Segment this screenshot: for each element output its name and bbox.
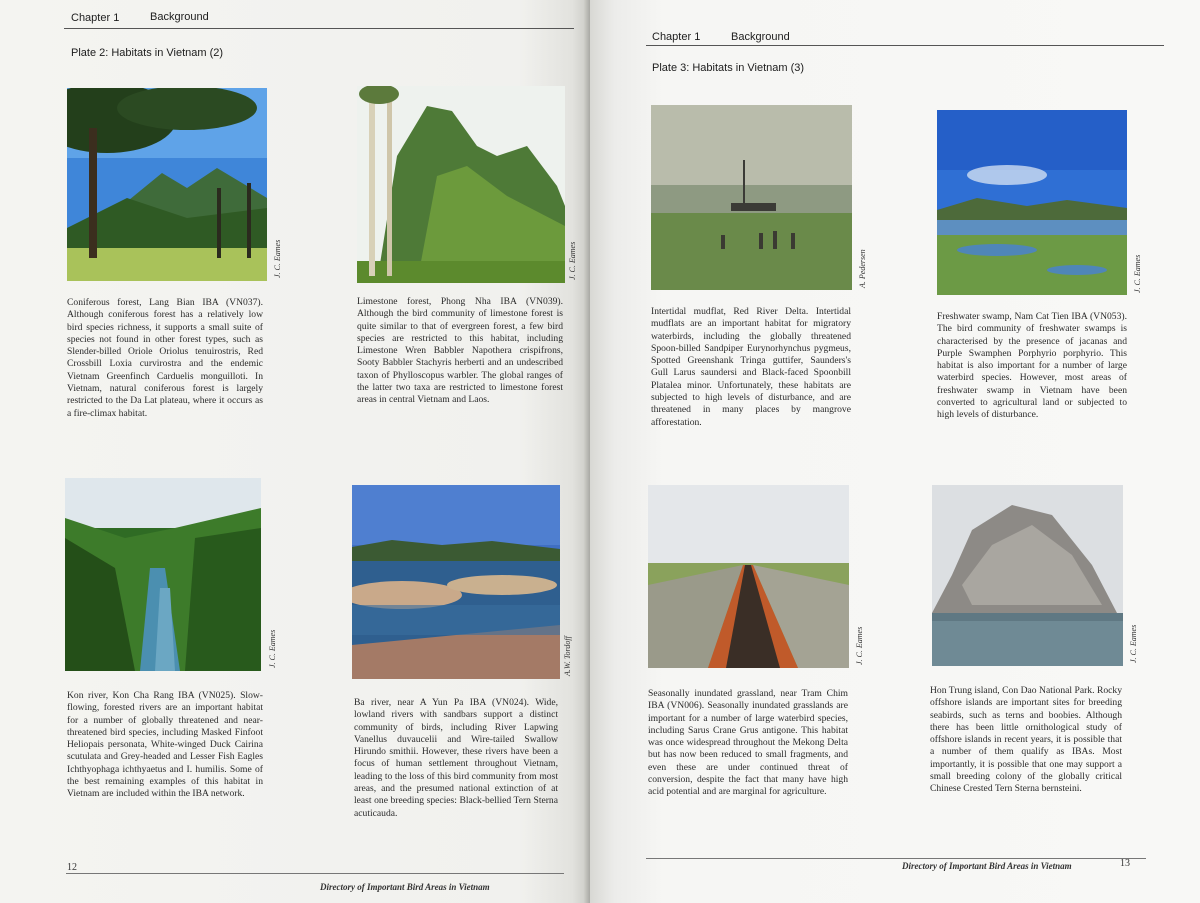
photo-credit: J. C. Eames [855,626,864,665]
photo-coniferous-forest [67,88,267,281]
section-label: Background [150,11,209,23]
header-rule [646,45,1164,46]
left-page [0,0,590,903]
photo-hon-trung-island [932,485,1123,666]
photo-credit: J. C. Eames [568,241,577,280]
photo-ba-river [352,485,560,679]
header-rule [64,28,574,29]
photo-caption: Intertidal mudflat, Red River Delta. Intertidal mudflats are an important habitat for migratory waterbirds, including the globally threatened Spoon-billed Sandpiper Eurynorhynchus pygmeus, Spotted Greenshank Tringa guttifer, Saunders's Gull Larus saundersi and Black-faced Spoonbill Platalea minor. Unfortunately, these habitats are subjected to high levels of disturbance, and are threatened in many places by mangrove afforestation. [651,306,851,428]
photo-caption: Coniferous forest, Lang Bian IBA (VN037). Although coniferous forest has a relatively low bird species richness, it supports a small suite of species not found in other forest types, such as Slender-billed Oriole Oriolus tenuirostris, Red Crossbill Loxia curvirostra and the endemic Vietnam Greenfinch Carduelis monguilloti. In Vietnam, natural coniferous forest is largely restricted to the Da Lat plateau, where it occurs as a fire-climax habitat. [67,297,263,419]
photo-credit: A. Pedersen [858,249,867,288]
photo-inundated-grassland [648,485,849,668]
photo-credit: J. C. Eames [1129,624,1138,663]
photo-credit: J. C. Eames [273,239,282,278]
photo-caption: Hon Trung island, Con Dao National Park. Rocky offshore islands are important sites for breeding seabirds, such as terns and boobies. Although there has been little ornithological study of offshore islands in recent years, it is possible that a number of them qualify as IBAs. Most importantly, it is possible that one may support a small breeding colony of the globally critical Chinese Crested Tern Sterna bernsteini. [930,685,1122,795]
photo-credit: J. C. Eames [268,629,277,668]
photo-credit: J. C. Eames [1133,254,1142,293]
page-number: 13 [1120,858,1130,869]
page-footer: Directory of Important Bird Areas in Vietnam [902,861,1072,871]
footer-rule [66,873,564,874]
photo-caption: Freshwater swamp, Nam Cat Tien IBA (VN053). The bird community of freshwater swamps is characterised by the presence of jacanas and Purple Swamphen Porphyrio porphyrio. This habitat is also important for a number of large waterbird species. However, most areas of freshwater swamp in Vietnam have been converted to agricultural land or subjected to high levels of disturbance. [937,311,1127,421]
photo-limestone-forest [357,86,565,283]
chapter-label: Chapter 1 [71,12,120,24]
plate-title: Plate 2: Habitats in Vietnam (2) [71,47,224,59]
photo-freshwater-swamp [937,110,1127,295]
photo-intertidal-mudflat [651,105,852,290]
photo-caption: Seasonally inundated grassland, near Tram Chim IBA (VN006). Seasonally inundated grasslands are important for a number of large waterbird species, including Sarus Crane Grus antigone. This habitat was once widespread throughout the Mekong Delta but has now been reduced to small fragments, and even these are under continued threat of conversion, despite the fact that many have high acid potential and are marginal for agriculture. [648,688,848,798]
photo-caption: Ba river, near A Yun Pa IBA (VN024). Wide, lowland rivers with sandbars support a distinct community of birds, including River Lapwing Vanellus duvaucelii and Wire-tailed Swallow Hirundo smithii. However, these rivers have been a focus of human settlement throughout Vietnam, leading to the loss of this bird community from most areas, and the presumed national extinction of at least one breeding species: Black-bellied Tern Sterna acuticauda. [354,697,558,819]
right-page [590,0,1200,903]
page-footer: Directory of Important Bird Areas in Vietnam [320,882,490,892]
photo-caption: Limestone forest, Phong Nha IBA (VN039). Although the bird community of limestone forest is quite similar to that of evergreen forest, a few bird species are restricted to this habitat, including Limestone Wren Babbler Napothera crispifrons, Sooty Babbler Stachyris herberti and an undescribed taxon of Phylloscopus warbler. The global ranges of the latter two taxa are restricted to limestone forest areas in central Vietnam and Laos. [357,296,563,406]
page-number: 12 [67,862,77,873]
section-label: Background [731,31,790,43]
plate-title: Plate 3: Habitats in Vietnam (3) [652,62,805,74]
footer-rule [646,858,1146,859]
chapter-label: Chapter 1 [652,31,701,43]
photo-kon-river [65,478,261,671]
photo-caption: Kon river, Kon Cha Rang IBA (VN025). Slow-flowing, forested rivers are an important habitat for a number of globally threatened and near-threatened bird species, including Masked Finfoot Heliopais personata, White-winged Duck Cairina scutulata and Grey-headed and Lesser Fish Eagles Ichthyophaga ichthyaetus and I. humilis. Some of the best remaining examples of this habitat in Vietnam are included within the IBA network. [67,690,263,800]
photo-credit: A.W. Tordoff [563,636,572,676]
